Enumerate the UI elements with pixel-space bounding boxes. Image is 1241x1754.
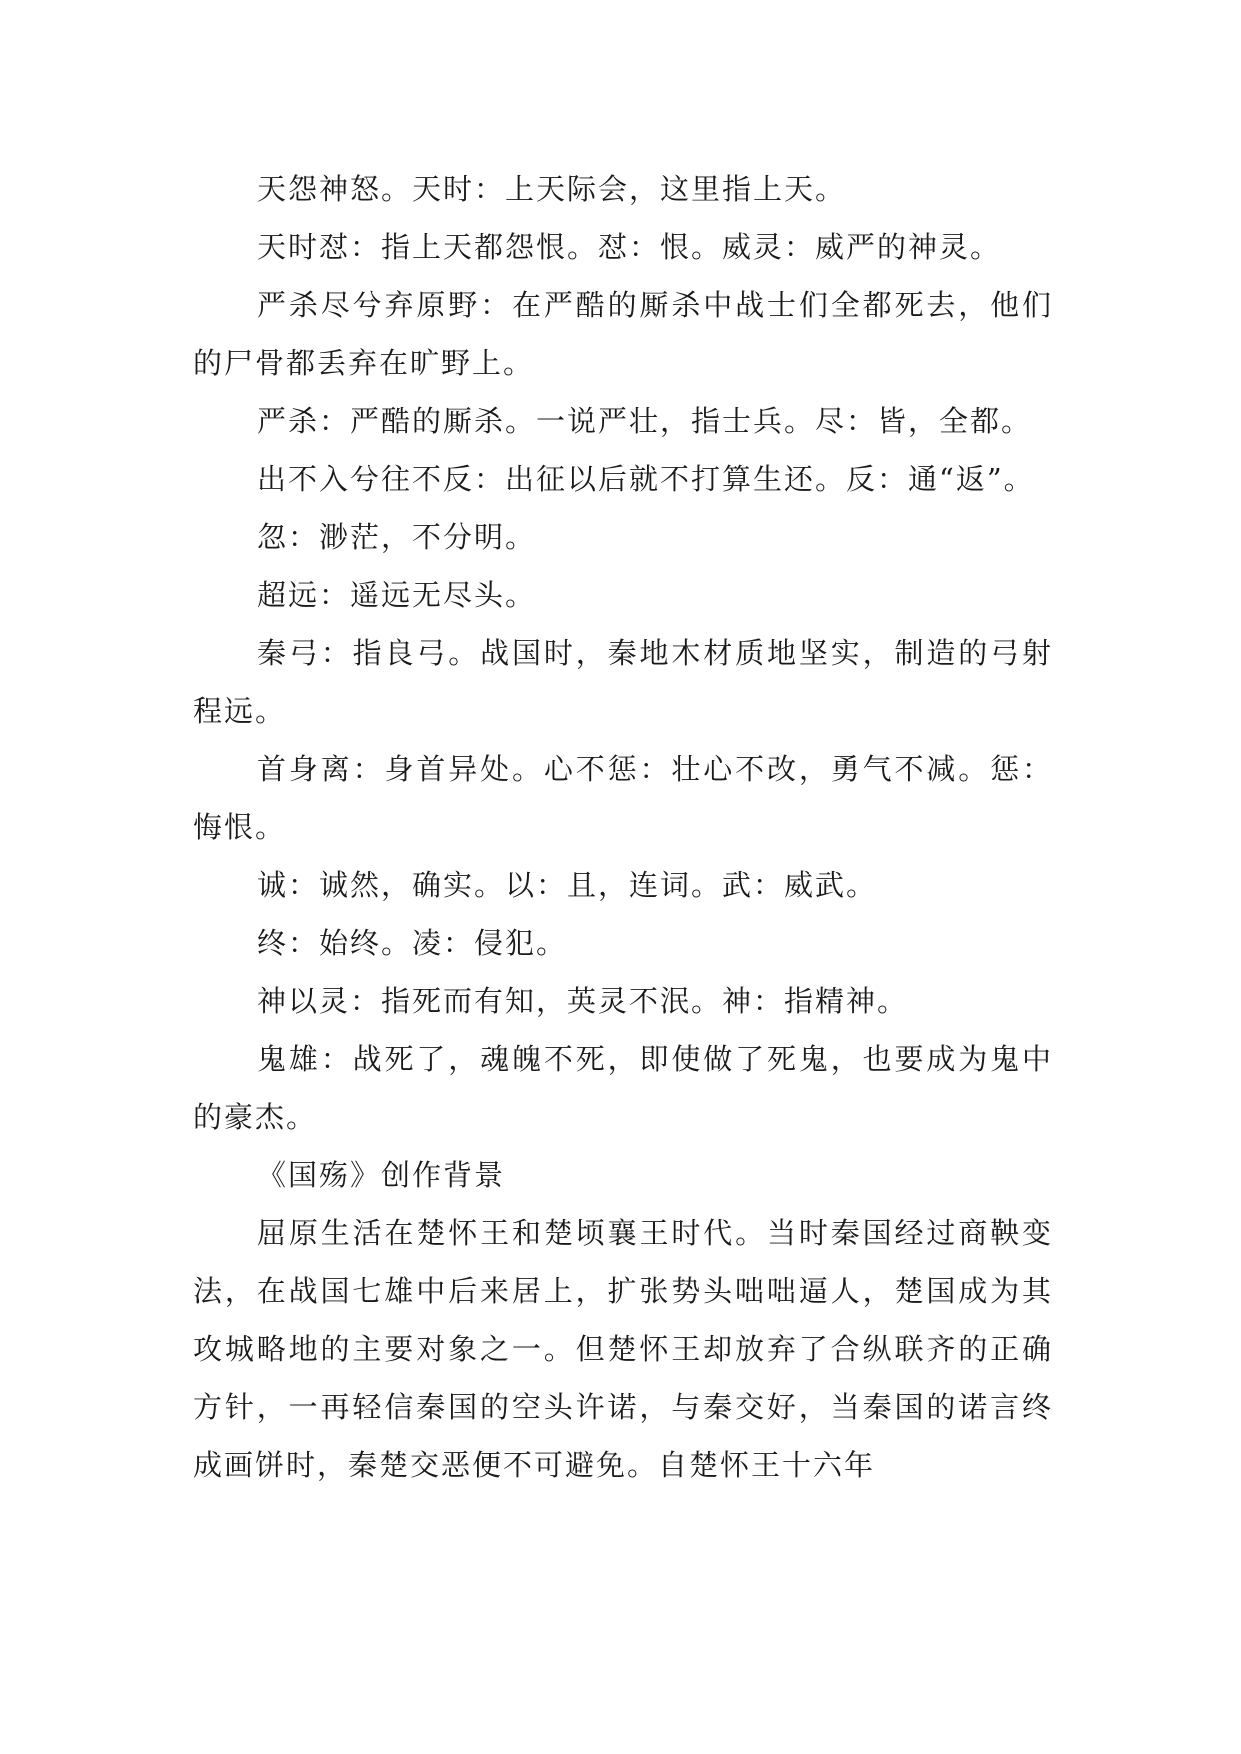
document-page (193, 160, 1053, 1494)
paragraph: 天时怼：指上天都怨恨。怼：恨。威灵：威严的神灵。 (257, 230, 1002, 264)
paragraph: 屈原生活在楚怀王和楚顷襄王时代。当时秦国经过商鞅变法，在战国七雄中后来居上，扩张势头咄咄逼人，楚国成为其攻城略地的主要对象之一。但楚怀王却放弃了合纵联齐的正确方针，一再轻信秦国的空头许诺，与秦交好，当秦国的诺言终成画饼时，秦楚交恶便不可避免。自楚怀王十六年 (193, 1216, 1053, 1482)
paragraph: 天怨神怒。天时：上天际会，这里指上天。 (257, 172, 847, 206)
paragraph: 严杀：严酷的厮杀。一说严壮，指士兵。尽：皆，全都。 (257, 404, 1033, 438)
paragraph: 鬼雄：战死了，魂魄不死，即使做了死鬼，也要成为鬼中的豪杰。 (193, 1042, 1053, 1134)
section-heading: 《国殇》创作背景 (257, 1158, 506, 1192)
paragraph: 忽：渺茫，不分明。 (257, 520, 537, 554)
paragraph: 终：始终。凌：侵犯。 (257, 926, 568, 960)
paragraph: 出不入兮往不反：出征以后就不打算生还。反：通“返”。 (257, 462, 1035, 496)
paragraph: 首身离：身首异处。心不惩：壮心不改，勇气不减。惩：悔恨。 (193, 752, 1053, 844)
paragraph: 超远：遥远无尽头。 (257, 578, 537, 612)
paragraph: 神以灵：指死而有知，英灵不泯。神：指精神。 (257, 984, 909, 1018)
paragraph: 秦弓：指良弓。战国时，秦地木材质地坚实，制造的弓射程远。 (193, 636, 1053, 728)
paragraph: 诚：诚然，确实。以：且，连词。武：威武。 (257, 868, 878, 902)
paragraph: 严杀尽兮弃原野：在严酷的厮杀中战士们全都死去，他们的尸骨都丢弃在旷野上。 (193, 288, 1053, 380)
